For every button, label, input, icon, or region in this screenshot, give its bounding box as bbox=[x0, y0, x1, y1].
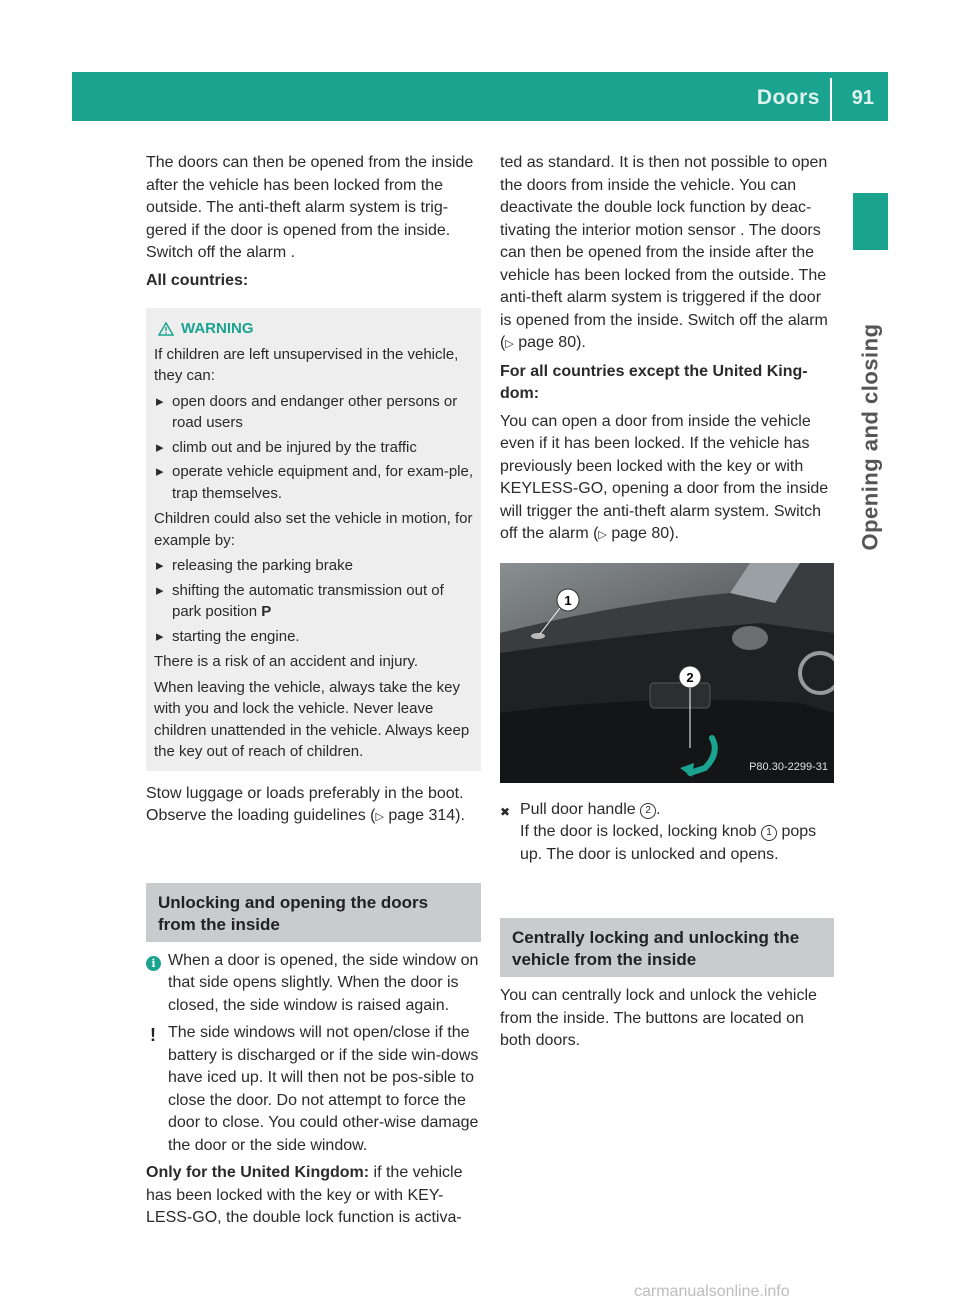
callout-2: 2 bbox=[686, 669, 694, 685]
warning-intro-2: Children could also set the vehicle in motion, for example by: bbox=[154, 510, 473, 549]
stow-paragraph: Stow luggage or loads preferably in the boot. Observe the loading guidelines (▷ page 314). bbox=[146, 784, 465, 824]
except-uk-heading: For all countries except the United King-dom: bbox=[500, 362, 808, 402]
footer-watermark: carmanualsonline.info bbox=[634, 1283, 790, 1300]
door-illustration bbox=[500, 563, 834, 783]
chapter-label-text: Opening and closing bbox=[857, 323, 883, 551]
list-item: ▸ starting the engine. bbox=[154, 626, 473, 648]
open-door-paragraph: You can open a door from inside the vehicle even if it has been locked. If the vehicle has previously been locked with the key or with KEYLESS-GO, opening a door from the inside will trigger the anti-theft alarm system. Switch off the alarm (▷ page 80). bbox=[500, 412, 829, 542]
all-countries-heading: All countries: bbox=[146, 271, 249, 289]
bullet-mark: ▸ bbox=[156, 463, 164, 480]
bullet-mark: ▸ bbox=[156, 392, 164, 410]
exclamation-icon: ! bbox=[150, 1025, 156, 1045]
warning-box bbox=[146, 308, 481, 771]
list-item: ▸ open doors and endanger other persons or road users bbox=[154, 391, 473, 434]
central-locking-paragraph: You can centrally lock and unlock the vehicle from the inside. The buttons are located on both doors. bbox=[500, 987, 817, 1049]
page-ref-arrow-icon: ▷ bbox=[598, 529, 607, 541]
page-ref-link[interactable]: page 314 bbox=[388, 807, 456, 824]
step-arrow-icon: ✖ bbox=[500, 804, 511, 819]
figure-code: P80.30-2299-31 bbox=[749, 761, 828, 773]
page-header bbox=[72, 72, 888, 121]
callout-ref-1: 1 bbox=[761, 825, 777, 841]
page-ref-arrow-icon: ▷ bbox=[375, 811, 384, 823]
callout-1: 1 bbox=[564, 592, 572, 608]
door-interior-figure bbox=[500, 563, 834, 783]
right-column bbox=[500, 152, 834, 1058]
warning-header bbox=[154, 318, 473, 340]
callout-ref-2: 2 bbox=[640, 803, 656, 819]
bullet-mark: ▸ bbox=[156, 581, 164, 599]
warning-title: WARNING bbox=[181, 320, 254, 337]
instruction-step: ✖ Pull door handle 2 . If the door is locked, locking knob 1 pops up. The door is unlocked and opens. bbox=[500, 799, 834, 867]
header-title: Doors bbox=[756, 86, 820, 109]
warning-intro: If children are left unsupervised in the vehicle, they can: bbox=[154, 345, 459, 384]
section-heading-central-locking: Centrally locking and unlocking the vehicle from the inside bbox=[500, 918, 834, 977]
list-item: ▸ operate vehicle equipment and, for exam-ple, trap themselves. bbox=[154, 461, 473, 504]
header-divider bbox=[830, 78, 832, 121]
page-ref-arrow-icon: ▷ bbox=[505, 338, 514, 350]
park-position-label: P bbox=[261, 603, 272, 620]
warning-advice: When leaving the vehicle, always take the key with you and lock the vehicle. Never leave children unattended in the vehicle. Always keep the key out of reach of children. bbox=[154, 678, 470, 760]
bullet-mark: ▸ bbox=[156, 557, 164, 574]
list-item: ▸ releasing the parking brake bbox=[154, 555, 473, 577]
section-heading-unlocking: Unlocking and opening the doors from the inside bbox=[146, 883, 481, 942]
info-icon: i bbox=[146, 956, 161, 971]
bullet-mark: ▸ bbox=[156, 438, 164, 456]
page-ref-link[interactable]: page 80 bbox=[518, 334, 577, 351]
left-column bbox=[146, 152, 481, 1235]
info-note: i When a door is opened, the side window on that side opens slightly. When the door is closed, the side window is raised again. bbox=[146, 950, 481, 1018]
warning-risk: There is a risk of an accident and injury. bbox=[154, 653, 419, 670]
warning-triangle-icon bbox=[158, 322, 174, 336]
page-ref-link[interactable]: page 80 bbox=[611, 525, 670, 542]
bullet-mark: ▸ bbox=[156, 627, 164, 645]
page-number: 91 bbox=[851, 87, 874, 109]
list-item: ▸ shifting the automatic transmission out of park position P bbox=[154, 580, 473, 623]
list-item: ▸ climb out and be injured by the traffic bbox=[154, 437, 473, 459]
continued-paragraph: ted as standard. It is then not possible to open the doors from inside the vehicle. You can deactivate the double lock function by deac-tivating the interior motion sensor . The doors can then be opened from the inside after the vehicle has been locked from the outside. The anti-theft alarm system is triggered if the door is opened from the inside. Switch off the alarm (▷ page 80). bbox=[500, 154, 828, 351]
intro-paragraph: The doors can then be opened from the inside after the vehicle has been locked from the outside. The anti-theft alarm system is trig-gered if the door is opened from the inside. Switch off the alarm . bbox=[146, 154, 474, 261]
caution-note: ! The side windows will not open/close if the battery is discharged or if the side win-dows have iced up. It will then not be pos-sible to close the door. Do not attempt to force the door to close. You could other-wise damage the door or the side window. bbox=[146, 1022, 481, 1157]
side-tab-marker bbox=[853, 193, 888, 250]
side-chapter-label bbox=[853, 262, 888, 612]
uk-paragraph: Only for the United Kingdom: if the vehicle has been locked with the key or with KEY-LESS-GO, the double lock function is activa- bbox=[146, 1164, 463, 1226]
